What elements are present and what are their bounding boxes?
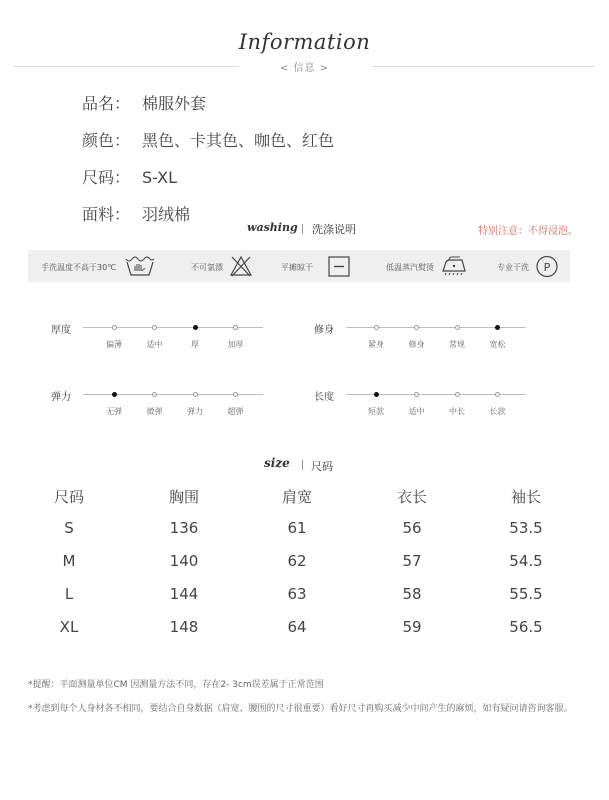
table-cell: L: [64, 585, 74, 603]
scale-option-label: 常规: [449, 340, 465, 349]
note-advice: *考虑到每个人身材各不相同，要结合自身数据（肩宽、腰围的尺寸很重要）看好尺寸再购买减少中间产生的麻烦，如有疑问请咨询客服。: [28, 704, 573, 714]
scale-dot-fit: [374, 325, 379, 330]
washing-warning: 特别注意：不得浸泡。: [478, 226, 578, 237]
scale-dot-thickness: [193, 325, 198, 330]
table-cell: 59: [402, 618, 422, 636]
scale-option-label: 适中: [146, 340, 163, 349]
wash-label-no-bleach: 不可氯漂: [191, 263, 223, 272]
scale-dot-elasticity: [193, 392, 198, 397]
washing-title-en: washing: [247, 221, 298, 234]
table-cell: 148: [169, 618, 199, 636]
info-value: 棉服外套: [142, 94, 207, 113]
scale-dot-elasticity: [112, 392, 117, 397]
scale-dot-elasticity: [152, 392, 157, 397]
scale-option-label: 短款: [368, 407, 384, 416]
info-row-fabric: [82, 202, 190, 225]
scale-title-thickness: 厚度: [51, 325, 71, 336]
size-title-cn: 尺码: [311, 460, 333, 473]
table-header-cell: 尺码: [53, 488, 84, 506]
svg-text:P: P: [543, 261, 551, 274]
table-cell: 62: [287, 552, 307, 570]
info-label: 尺码：: [82, 168, 131, 187]
divider: [302, 224, 303, 234]
scale-option-label: 加厚: [227, 340, 244, 349]
scale-option-label: 中长: [449, 407, 465, 416]
scale-dot-length: [495, 392, 500, 397]
table-cell: 57: [402, 552, 422, 570]
table-cell: 54.5: [509, 552, 543, 570]
scale-option-label: 宽松: [489, 340, 506, 349]
scale-dot-fit: [414, 325, 419, 330]
table-cell: M: [62, 552, 76, 570]
dry-flat-icon: [327, 254, 351, 282]
washing-title-cn: 洗涤说明: [312, 223, 356, 236]
info-label: 面料：: [82, 205, 131, 224]
section-title-information: Information: [238, 30, 371, 54]
scale-option-label: 适中: [408, 407, 425, 416]
table-cell: XL: [59, 618, 79, 636]
iron-low-steam-icon: [440, 254, 468, 282]
wash-label-low-iron: 低温蒸汽熨烫: [386, 263, 434, 272]
table-header-cell: 肩宽: [281, 488, 312, 506]
scale-title-length: 长度: [314, 392, 334, 403]
table-cell: 58: [402, 585, 422, 603]
dry-clean-icon: [535, 254, 559, 282]
scale-dot-length: [374, 392, 379, 397]
info-value: 羽绒棉: [142, 205, 191, 224]
scale-title-elasticity: 弹力: [51, 392, 71, 403]
scale-option-label: 紧身: [368, 340, 384, 349]
wash-label-dry-clean: 专业干洗: [497, 263, 529, 272]
handwash-icon: [124, 254, 156, 282]
table-header-cell: 衣长: [396, 488, 427, 506]
scale-dot-length: [414, 392, 419, 397]
table-cell: 136: [169, 519, 199, 537]
info-row-size: [82, 165, 177, 188]
info-label: 品名：: [82, 94, 131, 113]
scale-dot-elasticity: [233, 392, 238, 397]
table-header-cell: 胸围: [168, 488, 199, 506]
scale-dot-thickness: [233, 325, 238, 330]
info-row-name: [82, 91, 206, 114]
wash-label-handwash: 手洗温度不高于30℃: [41, 263, 117, 272]
no-bleach-icon: [229, 254, 253, 282]
table-cell: 55.5: [509, 585, 543, 603]
section-subtitle: < 信息 >: [279, 63, 330, 74]
scale-option-label: 无弹: [106, 407, 122, 416]
scale-option-label: 偏薄: [106, 340, 122, 349]
scale-dot-thickness: [112, 325, 117, 330]
scale-dot-length: [455, 392, 460, 397]
size-title-en: size: [264, 456, 290, 470]
scale-dot-fit: [455, 325, 460, 330]
scale-option-label: 微弹: [146, 407, 163, 416]
table-cell: 140: [169, 552, 199, 570]
table-cell: 56.5: [509, 618, 543, 636]
scale-dot-thickness: [152, 325, 157, 330]
scale-option-label: 超弹: [227, 407, 244, 416]
scale-option-label: 弹力: [187, 407, 203, 416]
table-cell: 63: [287, 585, 307, 603]
info-value: 黑色、卡其色、咖色、红色: [142, 131, 335, 150]
scale-option-label: 长款: [489, 407, 506, 416]
table-cell: 144: [169, 585, 199, 603]
note-reminder: *提醒：平面测量单位CM 因测量方法不同，存在2- 3cm误差属于正常范围: [28, 680, 324, 690]
scale-dot-fit: [495, 325, 500, 330]
info-row-color: [82, 128, 334, 151]
divider: [302, 460, 303, 470]
table-cell: S: [64, 519, 74, 537]
table-cell: 61: [287, 519, 307, 537]
scale-title-fit: 修身: [314, 325, 334, 336]
scale-option-label: 修身: [408, 340, 425, 349]
table-cell: 56: [402, 519, 422, 537]
scale-option-label: 厚: [191, 340, 199, 349]
wash-label-dry-flat: 平摊晾干: [281, 263, 313, 272]
info-value: S-XL: [142, 168, 178, 187]
table-cell: 64: [287, 618, 307, 636]
info-label: 颜色：: [82, 131, 131, 150]
table-header-cell: 袖长: [510, 488, 541, 506]
table-cell: 53.5: [509, 519, 543, 537]
